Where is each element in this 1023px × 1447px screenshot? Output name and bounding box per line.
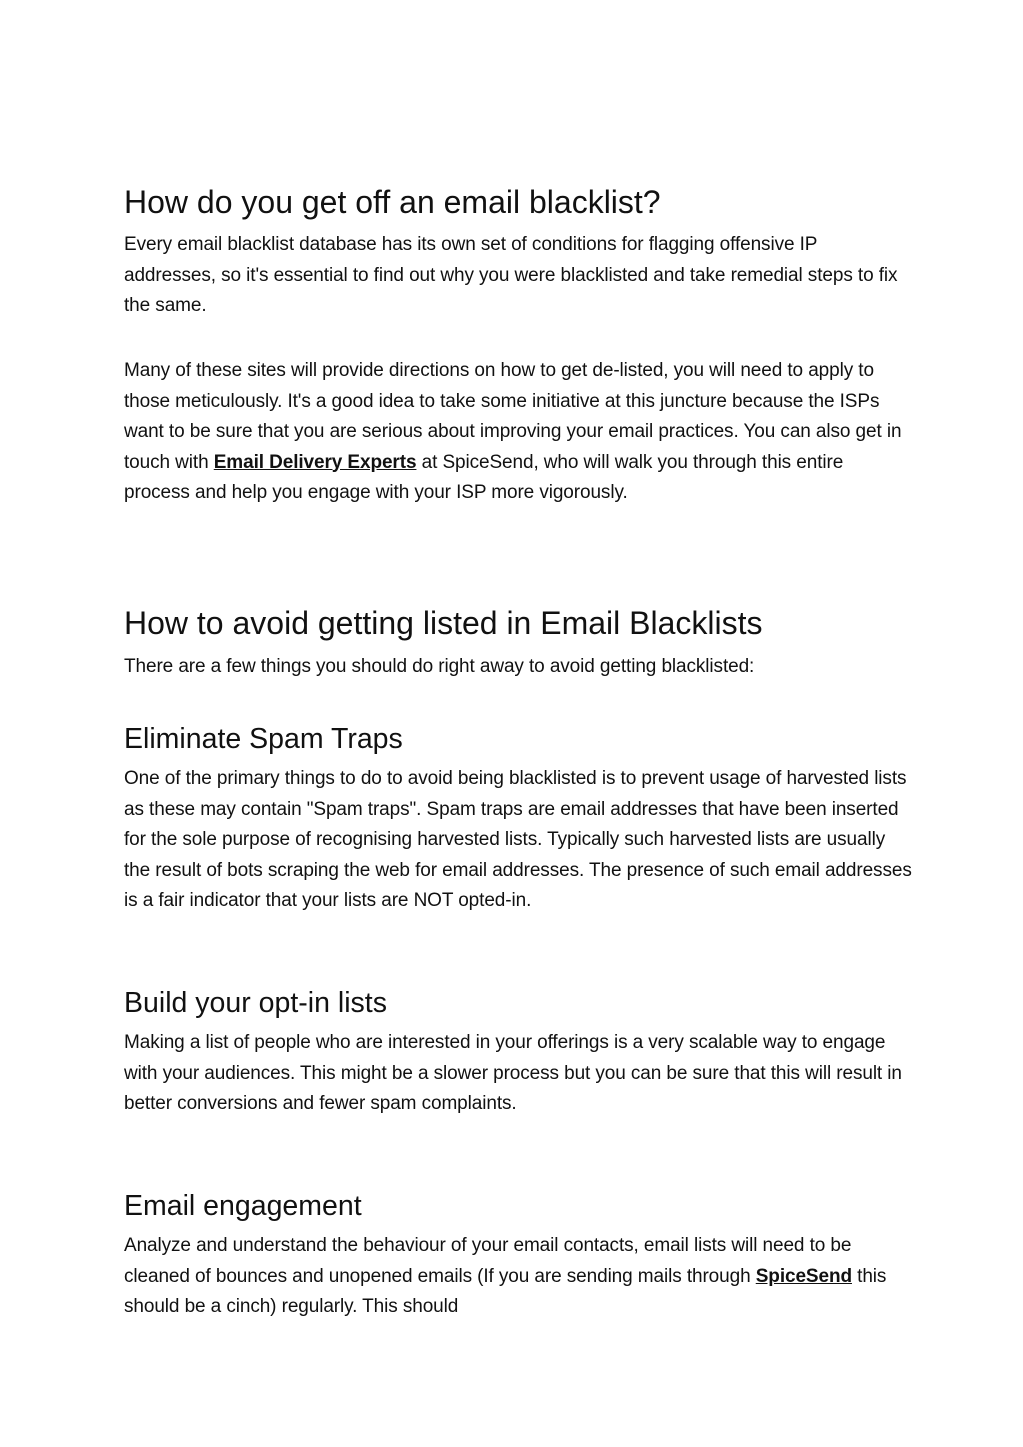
section-get-off-blacklist-body xyxy=(124,230,914,322)
section-avoid-listing-body xyxy=(124,652,914,683)
section-engagement xyxy=(124,1188,914,1224)
paragraph-blacklist-conditions: Every email blacklist database has its own set of conditions for flagging offensive IP addresses, so it's essential to find out why you were blacklisted and take remedial steps to fix the same. xyxy=(124,234,898,316)
paragraph-opt-in: Making a list of people who are interested in your offerings is a very scalable way to engage with your audiences. This might be a slower process but you can be sure that this will result in better conversions and fewer spam complaints. xyxy=(124,1032,902,1114)
heading-avoid-listing: How to avoid getting listed in Email Blacklists xyxy=(124,605,763,641)
paragraph-delisting-text-1: Many of these sites will provide directions on how to get de-listed, you will need to apply to those meticulously. It's a good idea to take some initiative at this juncture because the ISPs want to be sure that you are serious about improving your email practices. You can also get in touch with xyxy=(124,360,902,473)
heading-opt-in: Build your opt-in lists xyxy=(124,987,387,1019)
email-delivery-experts-link[interactable]: Email Delivery Experts xyxy=(213,451,417,473)
paragraph-avoid-listing: There are a few things you should do right away to avoid getting blacklisted: xyxy=(124,656,755,677)
paragraph-engagement-text-1: Analyze and understand the behaviour of your email contacts, email lists will need to be cleaned of bounces and unopened emails (If you are sending mails through xyxy=(124,1235,852,1287)
heading-get-off-blacklist: How do you get off an email blacklist? xyxy=(124,184,661,220)
section-avoid-listing xyxy=(124,604,914,642)
section-opt-in-body xyxy=(124,1028,914,1120)
paragraph-engagement xyxy=(124,1231,914,1323)
spicesend-link[interactable]: SpiceSend xyxy=(755,1265,852,1287)
paragraph-delisting-text-2: at SpiceSend, who will walk you through this entire process and help you engage with your ISP more vigorously. xyxy=(124,451,844,503)
paragraph-delisting xyxy=(124,356,914,509)
section-opt-in xyxy=(124,985,914,1021)
paragraph-spam-traps: One of the primary things to do to avoid being blacklisted is to prevent usage of harvested lists as these may contain "Spam traps". Spam traps are email addresses that have been inserted for the sole purpose of recognising harvested lists. Typically such harvested lists are usually the result of bots scraping the web for email addresses. The presence of such email addresses is a fair indicator that your lists are NOT opted-in. xyxy=(124,768,912,911)
section-spam-traps xyxy=(124,721,914,757)
heading-engagement: Email engagement xyxy=(124,1190,362,1222)
section-get-off-blacklist xyxy=(124,183,914,221)
section-delisting-body xyxy=(124,356,914,509)
section-spam-traps-body xyxy=(124,764,914,917)
paragraph-engagement-text-2: this should be a cinch) regularly. This should xyxy=(124,1265,887,1317)
heading-spam-traps: Eliminate Spam Traps xyxy=(124,723,403,755)
section-engagement-body xyxy=(124,1231,914,1323)
